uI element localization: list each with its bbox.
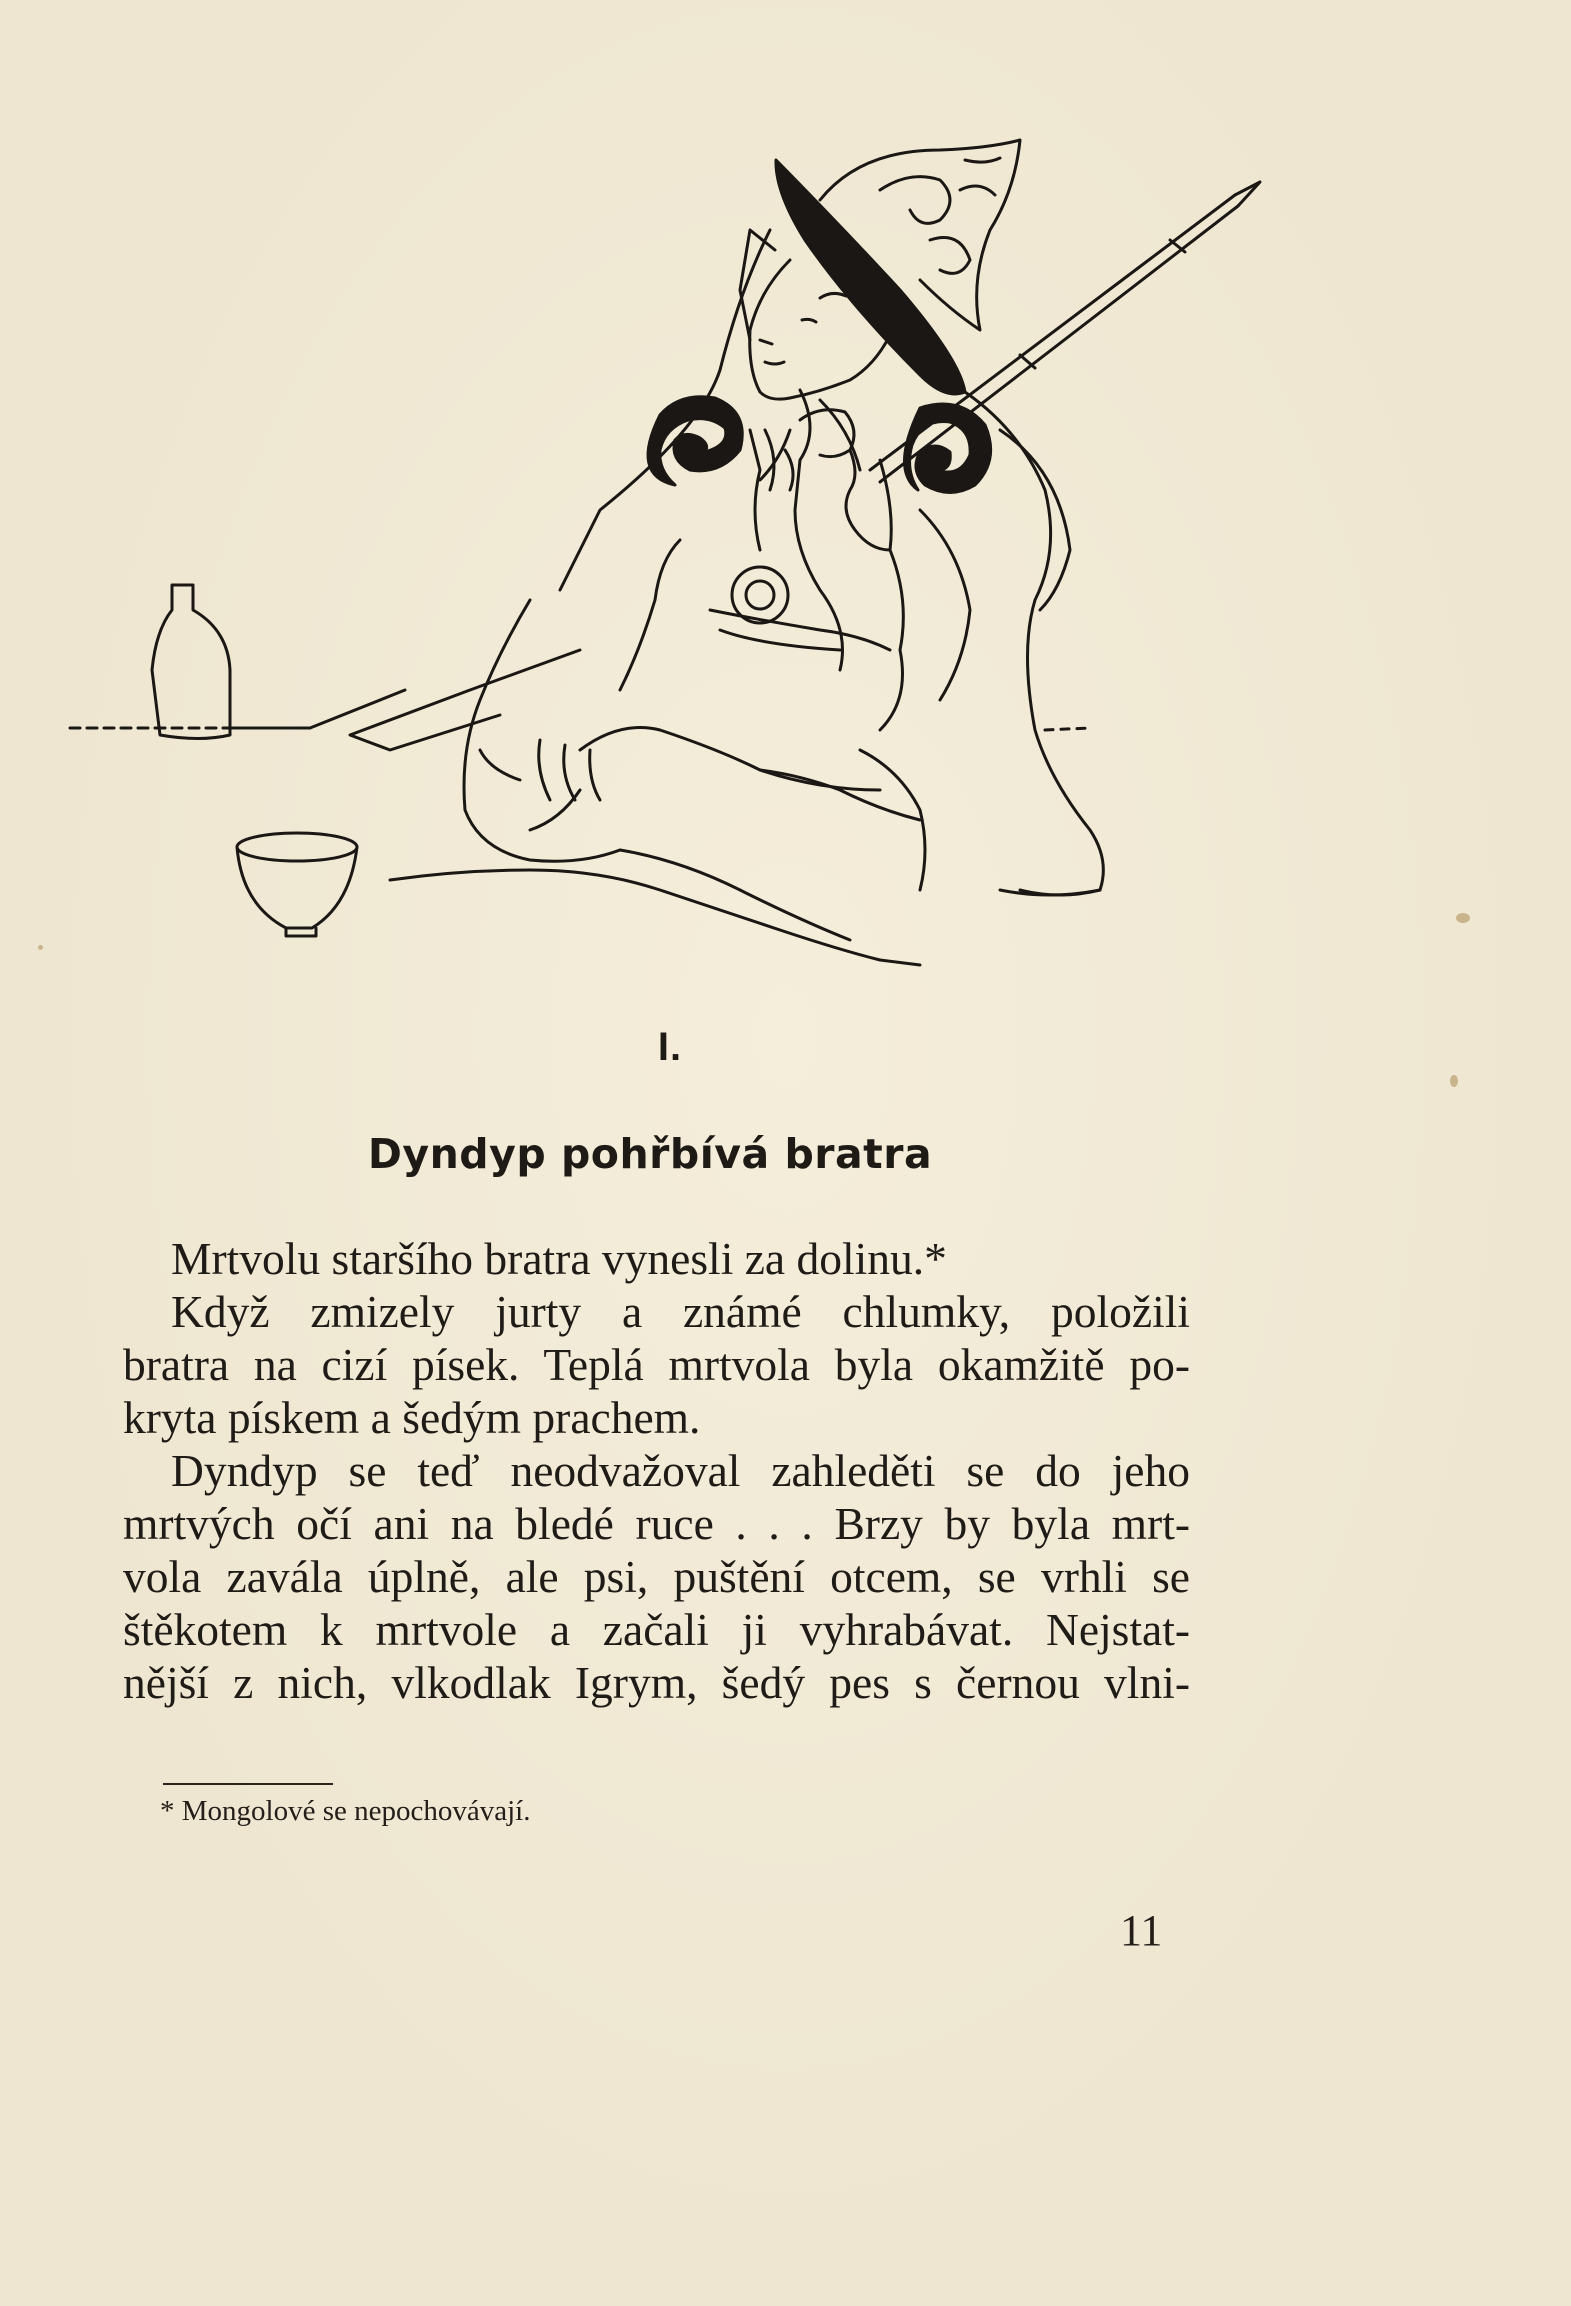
body-line: mrtvých očí ani na bledé ruce . . . Brzy by byla mrt- bbox=[123, 1498, 1190, 1549]
bowl-icon bbox=[237, 833, 357, 936]
body-line: Dyndyp se teď neodvažoval zahleděti se do jeho bbox=[171, 1445, 1190, 1496]
body-line: vola zavála úplně, ale psi, puštění otcem, se vrhli se bbox=[123, 1551, 1190, 1602]
chapter-illustration bbox=[60, 130, 1260, 990]
body-line: bratra na cizí písek. Teplá mrtvola byla okamžitě po- bbox=[123, 1339, 1190, 1390]
paper-speck bbox=[38, 945, 43, 950]
body-line: Mrtvolu staršího bratra vynesli za dolinu.* bbox=[171, 1233, 947, 1284]
footnote: * Mongolové se nepochovávají. bbox=[160, 1795, 531, 1827]
lower-robe-icon bbox=[390, 600, 1100, 965]
cloak-icon bbox=[560, 230, 1103, 895]
chapter-body bbox=[123, 1232, 1190, 1709]
body-line: štěkotem k mrtvole a začali ji vyhrabávat. Nejstat- bbox=[123, 1604, 1190, 1655]
shoulder-ornament-left bbox=[648, 397, 742, 485]
robe-icon bbox=[620, 390, 970, 730]
seated-mongol-figure-illustration-icon bbox=[60, 130, 1260, 990]
body-line: kryta pískem a šedým prachem. bbox=[123, 1392, 701, 1443]
shoulder-ornament-right bbox=[904, 404, 990, 492]
paper-speck bbox=[1450, 1075, 1458, 1087]
body-line: nější z nich, vlkodlak Igrym, šedý pes s černou vlni- bbox=[123, 1657, 1190, 1708]
body-line: Když zmizely jurty a známé chlumky, položili bbox=[171, 1286, 1190, 1337]
hat-icon bbox=[776, 140, 1020, 394]
hands-icon bbox=[760, 410, 890, 550]
paper-speck bbox=[1456, 913, 1470, 923]
bottle-icon bbox=[152, 585, 230, 739]
page-number: 11 bbox=[1120, 1906, 1163, 1955]
chapter-title: Dyndyp pohřbívá bratra bbox=[367, 1130, 933, 1178]
footnote-rule bbox=[163, 1783, 333, 1785]
chapter-number: I. bbox=[657, 1025, 683, 1069]
